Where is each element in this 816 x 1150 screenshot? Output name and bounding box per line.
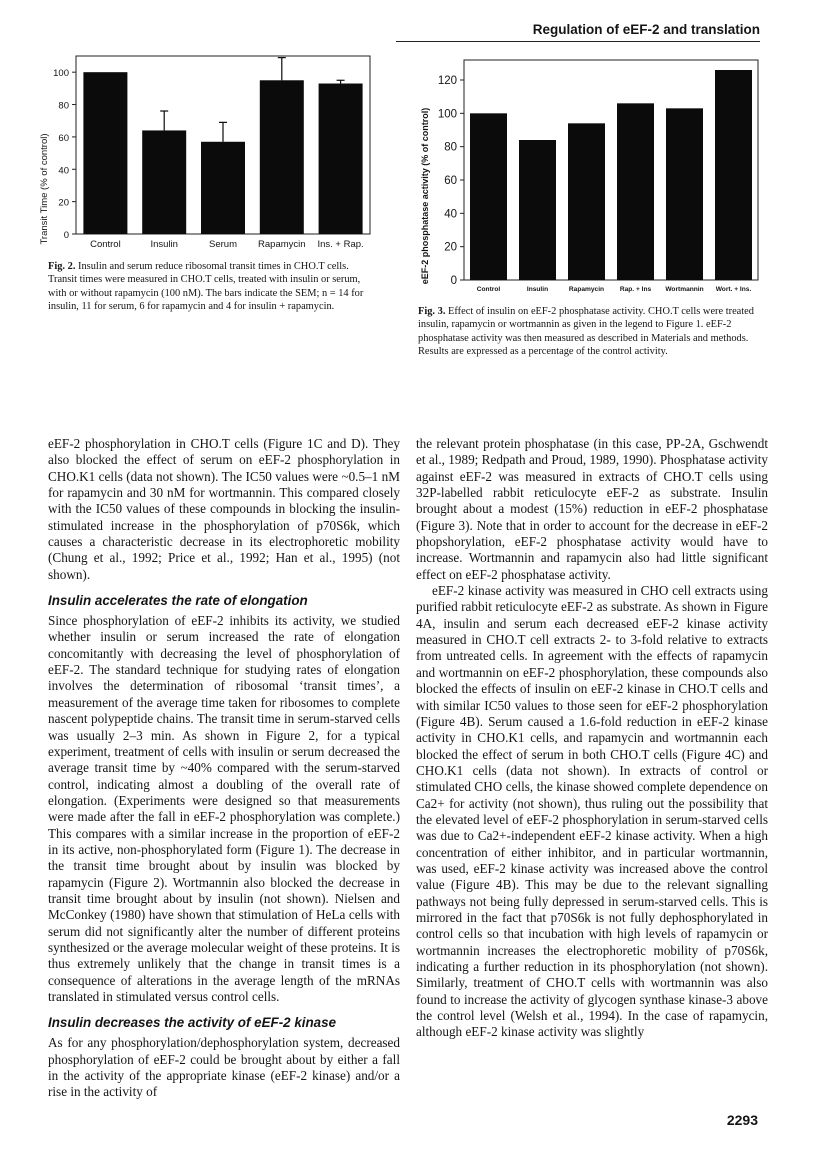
body-paragraph: eEF-2 kinase activity was measured in CHO cell extracts using purified rabbit reticulocyte eEF-2 as substrate. As shown in Figure 4A, insulin and serum each decreased eEF-2 kinase activity measured in CHO.T cell extracts 2- to 3-fold relative to extracts from untreated cells. In agreement with the effects of rapamycin and wortmannin on eEF-2 phosphorylation, these compounds also blocked the effects of insulin on eEF-2 kinase in CHO.T cells and with similar IC50 values to those seen for eEF-2 phosphorylation (Figure 4B). Serum caused a 1.6-fold reduction in eEF-2 kinase activity in CHO.K1 cells, and rapamycin and wortmannin each blocked the effect of serum in both CHO.T cells (Figure 4C) and CHO.K1 cells (data not shown). In extracts of control or stimulated CHO cells, the kinase showed complete dependence on Ca2+ for activity (not shown), thus ruling out the possibility that the elevated level of eEF-2 phosphorylation in serum-starved cells was due to Ca2+-independent eEF-2 kinase activity. When a high concentration of either inhibitor, and in particular wortmannin, was used, eEF-2 kinase activity was increased above the control value (Figure 4B). This may be due to the relevant signalling pathways not being fully depressed in serum-starved cells. This is mirrored in the fact that p70S6k is not fully dephosphorylated in control cells so that incubation with high levels of rapamycin or wortmannin increases the electrophoretic mobility of p70S6k, indicating a further reduction in its phosphorylation (not shown). Similarly, treatment of CHO.T cells with wortmannin was also found to increase the activity of glycogen synthase kinase-3 above the control level (Welsh et al., 1994). In the case of rapamycin, although eEF-2 kinase activity was slightly: [416, 583, 768, 1040]
fig2-y-tick-label: 60: [58, 132, 69, 144]
body-paragraph: Since phosphorylation of eEF-2 inhibits its activity, we studied whether insulin or serum increased the rate of elongation concomitantly with decreasing the level of phosphorylation of eEF-2. The standard technique for studying rates of elongation involves the determination of ribosomal ‘transit times’, a measurement of the average time taken for ribosomes to complete nascent polypeptide chains. The transit time in serum-starved cells was usually 2–3 min. As shown in Figure 2, for a typical experiment, treatment of cells with insulin or serum decreased the average transit time by ~40% compared with the serum-starved control, indicating almost a doubling of the overall rate of elongation. (Experiments were designed so that measurements were made after the fall in eEF-2 phosphorylation was complete.) This compares with a similar increase in the proportion of eEF-2 in its active, non-phosphorylated form (Figure 1). The decrease in the transit time brought about by insulin was blocked by rapamycin (Figure 2). Wortmannin also blocked the decrease in transit time brought about by insulin (not shown). Nielsen and McConkey (1980) have shown that stimulation of HeLa cells with serum did not significantly alter the number of different proteins synthesized or the average molecular weight of these proteins. It is thus extremely unlikely that the change in transit times is a consequence of alterations in the average length of the mRNAs translated in stimulated versus control cells.: [48, 613, 400, 1004]
fig2-y-axis-label: Transit Time (% of control): [39, 133, 50, 245]
right-column: [416, 436, 768, 1041]
fig3-bar: [715, 70, 752, 280]
fig2-bar: [260, 80, 304, 234]
fig2-bar-chart: [30, 52, 375, 257]
fig2-caption-text: Insulin and serum reduce ribosomal transit times in CHO.T cells. Transit times were measured in CHO.T cells, treated with insulin or serum, with or without rapamycin (100 nM). The bars indicate the SEM; n = 14 for insulin, 11 for serum, 6 for rapamycin and 4 for insulin + rapamycin.: [48, 261, 364, 313]
section-heading: Insulin accelerates the rate of elongation: [48, 593, 308, 609]
fig3-bar: [519, 140, 556, 280]
fig3-y-tick-label: 80: [444, 141, 457, 154]
fig3-category-label: Rapamycin: [568, 286, 605, 293]
fig2-caption-label: Fig. 2.: [48, 261, 76, 272]
fig3-y-tick-label: 40: [444, 208, 457, 221]
fig2-caption: [48, 260, 378, 314]
fig2-y-tick-label: 20: [58, 197, 69, 209]
fig3-category-label: Wort. + Ins.: [715, 286, 752, 293]
fig3-bar: [617, 103, 654, 280]
header-rule: [396, 41, 760, 42]
fig3-bar: [568, 123, 605, 280]
fig2-category-label: Ins. + Rap.: [317, 239, 364, 250]
fig3-y-axis-label: eEF-2 phosphatase activity (% of control): [420, 107, 430, 285]
fig3-plot-frame: [464, 60, 758, 280]
fig2-bar: [142, 130, 186, 234]
fig2-category-label: Rapamycin: [258, 239, 306, 250]
fig3-y-tick-label: 0: [450, 275, 457, 287]
fig3-category-label: Wortmannin: [665, 286, 704, 293]
left-column: [48, 436, 400, 1101]
fig3-category-label: Rap. + Ins: [619, 286, 652, 293]
fig2-bar: [319, 84, 363, 234]
fig2-y-tick-label: 100: [53, 68, 69, 80]
fig2-category-label: Insulin: [150, 239, 178, 250]
body-paragraph: As for any phosphorylation/dephosphorylation system, decreased phosphorylation of eEF-2 could be brought about by either a fall in the activity of the appropriate kinase (eEF-2 kinase) and/or a rise in the activity of: [48, 1035, 400, 1100]
page-number: 2293: [726, 1112, 758, 1128]
fig3-y-tick-label: 100: [437, 108, 457, 121]
fig3-bar: [470, 113, 507, 280]
running-head: Regulation of eEF-2 and translation: [532, 22, 760, 37]
fig2-bar: [83, 72, 127, 234]
fig2-category-label: Control: [90, 239, 121, 250]
fig3-category-label: Control: [476, 286, 501, 293]
section-heading: Insulin decreases the activity of eEF-2 kinase: [48, 1015, 337, 1031]
fig2-bar: [201, 142, 245, 234]
body-paragraph: the relevant protein phosphatase (in this case, PP-2A, Gschwendt et al., 1989; Redpath and Proud, 1989, 1990). Phosphatase activity against eEF-2 was measured in extracts of CHO.T cells using 32P-labelled rabbit reticulocyte eEF-2 as substrate. Insulin brought about a modest (15%) reduction in eEF-2 phosphatase (Figure 3). Note that in order to account for the decrease in eEF-2 phopshorylation, eEF-2 phosphatase activity would have to increase. Wortmannin and rapamycin also had little significant effect on eEF-2 phosphatase activity.: [416, 436, 768, 582]
fig3-caption-text: Effect of insulin on eEF-2 phosphatase activity. CHO.T cells were treated insulin, rapamycin or wortmannin as given in the legend to Figure 1. eEF-2 phosphatase activity was then measured as described in Materials and methods. Results are expressed as a percentage of the control activity.: [418, 306, 754, 358]
fig2-y-tick-label: 80: [58, 100, 69, 112]
fig3-bar: [666, 108, 703, 280]
fig3-y-tick-label: 20: [444, 241, 457, 254]
fig3-category-label: Insulin: [526, 286, 549, 293]
fig2-y-tick-label: 40: [58, 165, 69, 177]
fig2-y-tick-label: 0: [63, 230, 69, 241]
body-paragraph: eEF-2 phosphorylation in CHO.T cells (Figure 1C and D). They also blocked the effect of serum on eEF-2 phosphorylation in CHO.K1 cells (data not shown). The IC50 values were ~0.5–1 nM for rapamycin and 30 nM for wortmannin. This compared closely with the IC50 values of these compounds in blocking the insulin-stimulated increase in the phosphorylation of p70S6k, which causes a characteristic decrease in its electrophoretic mobility (Chung et al., 1992; Price et al., 1992; Han et al., 1995) (not shown).: [48, 436, 400, 582]
fig3-y-tick-label: 120: [437, 75, 457, 87]
fig3-caption-label: Fig. 3.: [418, 306, 446, 317]
fig3-y-tick-label: 60: [444, 175, 457, 187]
fig2-category-label: Serum: [209, 239, 237, 250]
fig3-caption: [418, 305, 763, 359]
fig3-bar-chart: [414, 56, 764, 301]
